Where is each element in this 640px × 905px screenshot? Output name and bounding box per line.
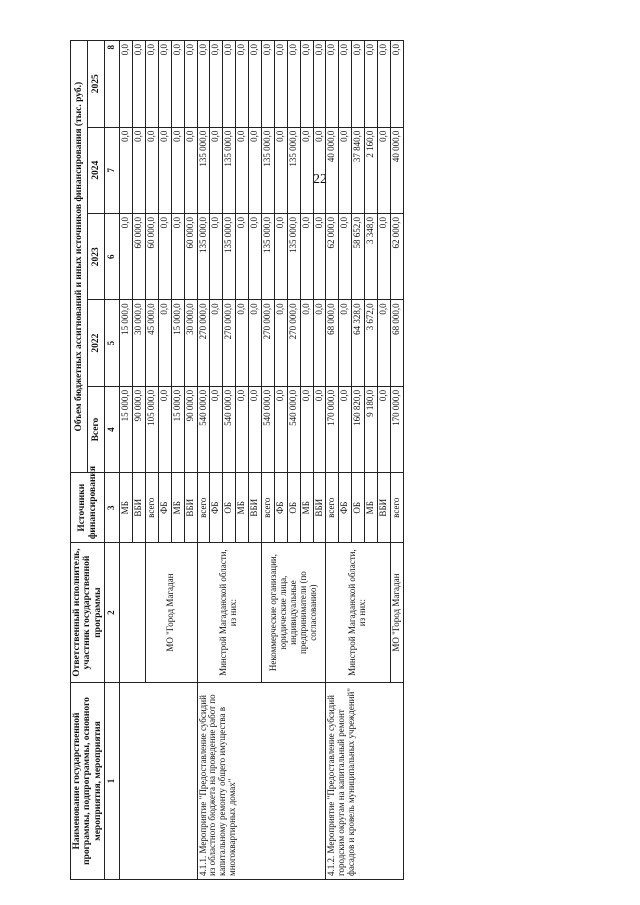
index-cell: 1 <box>105 682 120 879</box>
value-cell: 0,0 <box>378 386 391 472</box>
value-cell: 15 000,0 <box>171 300 184 386</box>
value-cell: 0,0 <box>339 41 352 128</box>
source-cell: ОБ <box>223 473 236 543</box>
value-cell: 0,0 <box>313 214 326 300</box>
value-cell: 15 000,0 <box>171 386 184 472</box>
value-cell: 68 000,0 <box>390 300 403 386</box>
responsible-cell: МО "Город Магадан <box>145 543 197 683</box>
value-cell: 270 000,0 <box>223 300 236 386</box>
value-cell: 0,0 <box>378 214 391 300</box>
value-cell: 540 000,0 <box>197 386 210 472</box>
source-cell: МБ <box>365 473 378 543</box>
rotated-table-frame <box>70 40 562 880</box>
source-cell: ВБИ <box>313 473 326 543</box>
value-cell: 135 000,0 <box>223 127 236 213</box>
value-cell: 0,0 <box>339 127 352 213</box>
value-cell: 0,0 <box>249 300 262 386</box>
value-cell: 3 348,0 <box>365 214 378 300</box>
value-cell: 0,0 <box>197 41 210 128</box>
responsible-cell: Минстрой Магаданской области, из них: <box>197 543 261 683</box>
source-cell: всего <box>326 473 339 543</box>
value-cell: 0,0 <box>274 300 287 386</box>
value-cell: 540 000,0 <box>223 386 236 472</box>
value-cell: 170 000,0 <box>390 386 403 472</box>
index-cell: 6 <box>105 214 120 300</box>
value-cell: 0,0 <box>262 41 275 128</box>
value-cell: 0,0 <box>171 127 184 213</box>
source-cell: ОБ <box>352 473 365 543</box>
value-cell: 40 000,0 <box>326 127 339 213</box>
value-cell: 0,0 <box>120 127 133 213</box>
value-cell: 0,0 <box>133 127 146 213</box>
value-cell: 270 000,0 <box>262 300 275 386</box>
value-cell: 135 000,0 <box>223 214 236 300</box>
header-sources: Источники финансирования <box>71 473 105 543</box>
value-cell: 0,0 <box>158 41 171 128</box>
value-cell: 90 000,0 <box>184 386 197 472</box>
source-cell: всего <box>197 473 210 543</box>
responsible-cell: Некоммерческие организации, юридические лица, индивидуальные предприниматели (по согласованию) <box>262 543 326 683</box>
value-cell: 0,0 <box>171 214 184 300</box>
value-cell: 135 000,0 <box>197 127 210 213</box>
value-cell: 135 000,0 <box>262 214 275 300</box>
value-cell: 0,0 <box>339 214 352 300</box>
value-cell: 0,0 <box>313 127 326 213</box>
value-cell: 0,0 <box>210 41 223 128</box>
source-cell: ВБИ <box>378 473 391 543</box>
source-cell: ОБ <box>287 473 300 543</box>
source-cell: ФБ <box>274 473 287 543</box>
header-year: 2023 <box>88 214 105 300</box>
value-cell: 0,0 <box>339 386 352 472</box>
value-cell: 30 000,0 <box>133 300 146 386</box>
value-cell: 64 328,0 <box>352 300 365 386</box>
source-cell: МБ <box>236 473 249 543</box>
value-cell: 0,0 <box>184 41 197 128</box>
value-cell: 0,0 <box>210 386 223 472</box>
index-cell: 8 <box>105 41 120 128</box>
value-cell: 0,0 <box>300 41 313 128</box>
value-cell: 0,0 <box>210 300 223 386</box>
value-cell: 0,0 <box>390 41 403 128</box>
value-cell: 135 000,0 <box>197 214 210 300</box>
value-cell: 3 672,0 <box>365 300 378 386</box>
value-cell: 0,0 <box>274 41 287 128</box>
value-cell: 58 652,0 <box>352 214 365 300</box>
header-year: 2024 <box>88 127 105 213</box>
value-cell: 0,0 <box>339 300 352 386</box>
value-cell: 0,0 <box>300 214 313 300</box>
value-cell: 135 000,0 <box>287 127 300 213</box>
header-year: 2025 <box>88 41 105 128</box>
value-cell: 2 160,0 <box>365 127 378 213</box>
value-cell: 0,0 <box>158 386 171 472</box>
source-cell: МБ <box>300 473 313 543</box>
index-cell: 7 <box>105 127 120 213</box>
value-cell: 0,0 <box>300 300 313 386</box>
value-cell: 0,0 <box>274 214 287 300</box>
value-cell: 0,0 <box>274 127 287 213</box>
value-cell: 0,0 <box>249 41 262 128</box>
source-cell: всего <box>262 473 275 543</box>
value-cell: 0,0 <box>236 214 249 300</box>
index-cell: 3 <box>105 473 120 543</box>
value-cell: 62 000,0 <box>390 214 403 300</box>
measure-name-cell: 4.1.1. Мероприятие "Предоставление субсидий из областного бюджета на проведение работ по капитальному ремонту общего имущества в многоквартирных домах" <box>197 682 326 879</box>
value-cell: 135 000,0 <box>262 127 275 213</box>
value-cell: 540 000,0 <box>262 386 275 472</box>
value-cell: 68 000,0 <box>326 300 339 386</box>
index-cell: 4 <box>105 386 120 472</box>
value-cell: 0,0 <box>313 41 326 128</box>
value-cell: 0,0 <box>249 386 262 472</box>
source-cell: МБ <box>171 473 184 543</box>
index-row <box>105 41 120 880</box>
value-cell: 0,0 <box>274 386 287 472</box>
value-cell: 0,0 <box>326 41 339 128</box>
value-cell: 0,0 <box>120 41 133 128</box>
value-cell: 0,0 <box>236 41 249 128</box>
value-cell: 270 000,0 <box>287 300 300 386</box>
value-cell: 0,0 <box>378 41 391 128</box>
value-cell: 0,0 <box>249 214 262 300</box>
header-name: Наименование государственной программы, подпрограммы, основного мероприятия, мероприятия <box>71 682 105 879</box>
value-cell: 15 000,0 <box>120 386 133 472</box>
value-cell: 0,0 <box>145 127 158 213</box>
index-cell: 5 <box>105 300 120 386</box>
value-cell: 0,0 <box>158 214 171 300</box>
source-cell: ФБ <box>210 473 223 543</box>
table-row <box>197 41 210 880</box>
value-cell: 160 820,0 <box>352 386 365 472</box>
table-row <box>120 41 133 880</box>
value-cell: 0,0 <box>236 386 249 472</box>
financing-table <box>70 40 404 880</box>
measure-name-cell: 4.1.2. Мероприятие "Предоставление субсидий городским округам на капитальный ремонт фасадов и кровель муниципальных учреждений" <box>326 682 403 879</box>
value-cell: 0,0 <box>236 300 249 386</box>
value-cell: 0,0 <box>184 127 197 213</box>
source-cell: ВБИ <box>184 473 197 543</box>
source-cell: всего <box>145 473 158 543</box>
value-cell: 0,0 <box>300 127 313 213</box>
index-cell: 2 <box>105 543 120 683</box>
value-cell: 0,0 <box>133 41 146 128</box>
responsible-cell: Минстрой Магаданской области, из них: <box>326 543 390 683</box>
value-cell: 105 000,0 <box>145 386 158 472</box>
source-cell: ФБ <box>339 473 352 543</box>
value-cell: 270 000,0 <box>197 300 210 386</box>
value-cell: 9 180,0 <box>365 386 378 472</box>
value-cell: 90 000,0 <box>133 386 146 472</box>
value-cell: 540 000,0 <box>287 386 300 472</box>
value-cell: 60 000,0 <box>133 214 146 300</box>
source-cell: ВБИ <box>249 473 262 543</box>
source-cell: всего <box>390 473 403 543</box>
value-cell: 0,0 <box>120 214 133 300</box>
value-cell: 0,0 <box>236 127 249 213</box>
value-cell: 135 000,0 <box>287 214 300 300</box>
value-cell: 60 000,0 <box>184 214 197 300</box>
value-cell: 170 000,0 <box>326 386 339 472</box>
value-cell: 40 000,0 <box>390 127 403 213</box>
value-cell: 60 000,0 <box>145 214 158 300</box>
value-cell: 0,0 <box>287 41 300 128</box>
value-cell: 62 000,0 <box>326 214 339 300</box>
value-cell: 0,0 <box>210 214 223 300</box>
value-cell: 0,0 <box>378 300 391 386</box>
value-cell: 0,0 <box>145 41 158 128</box>
header-volume: Объем бюджетных ассигнований и иных источников финансирования (тыс. руб.) <box>71 41 88 473</box>
value-cell: 0,0 <box>352 41 365 128</box>
responsible-cell: МО "Город Магадан <box>390 543 403 683</box>
value-cell: 0,0 <box>210 127 223 213</box>
value-cell: 45 000,0 <box>145 300 158 386</box>
header-total: Всего <box>88 386 105 472</box>
header-year: 2022 <box>88 300 105 386</box>
value-cell: 0,0 <box>158 300 171 386</box>
value-cell: 0,0 <box>300 386 313 472</box>
value-cell: 0,0 <box>313 386 326 472</box>
value-cell: 15 000,0 <box>120 300 133 386</box>
header-responsible: Ответственный исполнитель, участник государственной программы <box>71 543 105 683</box>
value-cell: 37 840,0 <box>352 127 365 213</box>
source-cell: ФБ <box>158 473 171 543</box>
value-cell: 0,0 <box>158 127 171 213</box>
value-cell: 0,0 <box>249 127 262 213</box>
page-number: 22 <box>313 172 327 187</box>
value-cell: 30 000,0 <box>184 300 197 386</box>
source-cell: ВБИ <box>133 473 146 543</box>
source-cell: МБ <box>120 473 133 543</box>
value-cell: 0,0 <box>378 127 391 213</box>
continued-resp-cell <box>120 543 146 683</box>
table-row <box>326 41 339 880</box>
value-cell: 0,0 <box>223 41 236 128</box>
value-cell: 0,0 <box>171 41 184 128</box>
value-cell: 0,0 <box>313 300 326 386</box>
value-cell: 0,0 <box>365 41 378 128</box>
continued-name-cell <box>120 682 197 879</box>
